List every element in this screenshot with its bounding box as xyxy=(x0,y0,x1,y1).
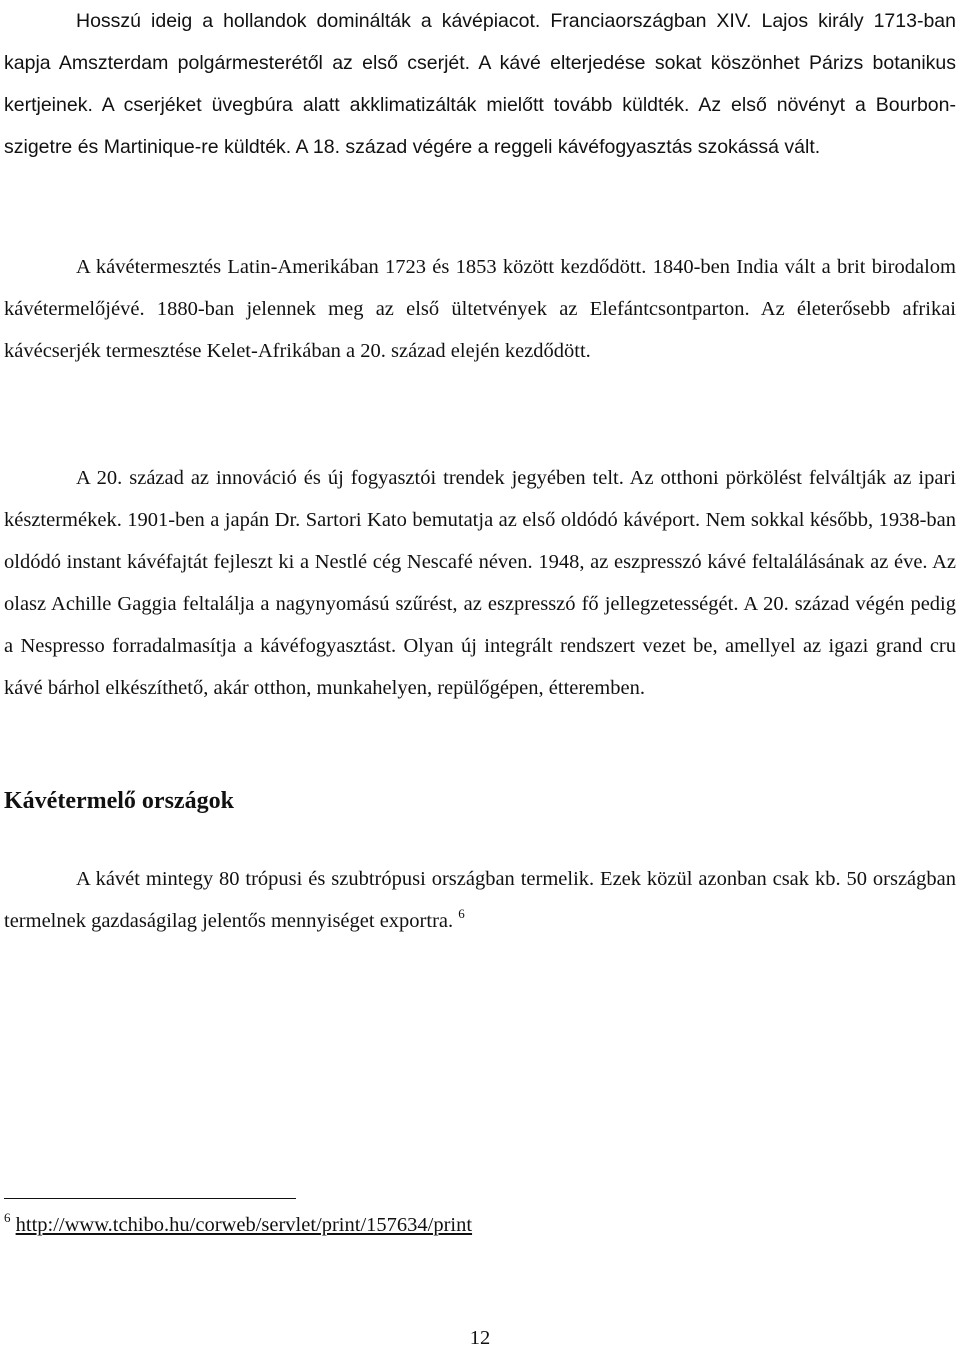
page-number: 12 xyxy=(469,1327,491,1349)
footnote xyxy=(4,1210,472,1240)
paragraph-latin-america: A kávétermesztés Latin-Amerikában 1723 és 1853 között kezdődött. 1840-ben India vált a brit birodalom kávétermelőjévé. 1880-ban jelennek meg az első ültetvények az Elefántcsontparton. Az életerősebb afrikai kávécserjék termesztése Kelet-Afrikában a 20. század elején kezdődött. xyxy=(4,256,956,362)
paragraph-text: A kávét mintegy 80 trópusi és szubtrópusi országban termelik. Ezek közül azonban csak kb. 50 országban termelnek gazdaságilag jelentős mennyiséget exportra. xyxy=(4,868,956,932)
footnote-reference[interactable]: 6 xyxy=(458,906,465,921)
paragraph-20th-century: A 20. század az innováció és új fogyasztói trendek jegyében telt. Az otthoni pörkölést felváltják az ipari késztermékek. 1901-ben a japán Dr. Sartori Kato bemutatja az első oldódó kávéport. Nem sokkal később, 1938-ban oldódó instant kávéfajtát fejleszt ki a Nestlé cég Nescafé néven. 1948, az eszpresszó kávé feltalálásának az éve. Az olasz Achille Gaggia feltalálja a nagynyomású szűrést, az eszpresszó fő jellegzetességét. A 20. század végén pedig a Nespresso forradalmasítja a kávéfogyasztást. Olyan új integrált rendszert vezet be, amellyel az igazi grand cru kávé bárhol elkészíthető, akár otthon, munkahelyen, repülőgépen, étteremben. xyxy=(4,467,956,699)
footnote-number: 6 xyxy=(4,1210,11,1225)
footnote-link[interactable]: http://www.tchibo.hu/corweb/servlet/print/157634/print xyxy=(15,1214,473,1236)
section-heading: Kávétermelő országok xyxy=(4,788,234,814)
footnote-separator xyxy=(4,1198,296,1199)
paragraph-history-dutch: Hosszú ideig a hollandok dominálták a kávépiacot. Franciaországban XIV. Lajos király 1713-ban kapja Amszterdam polgármesterétől az első cserjét. A kávé elterjedése sokat köszönhet Párizs botanikus kertjeinek. A cserjéket üvegbúra alatt akklimatizálták mielőtt tovább küldték. Az első növényt a Bourbon-szigetre és Martinique-re küldték. A 18. század végére a reggeli kávéfogyasztás szokássá vált. xyxy=(4,10,956,158)
paragraph-producing-countries xyxy=(4,858,956,942)
